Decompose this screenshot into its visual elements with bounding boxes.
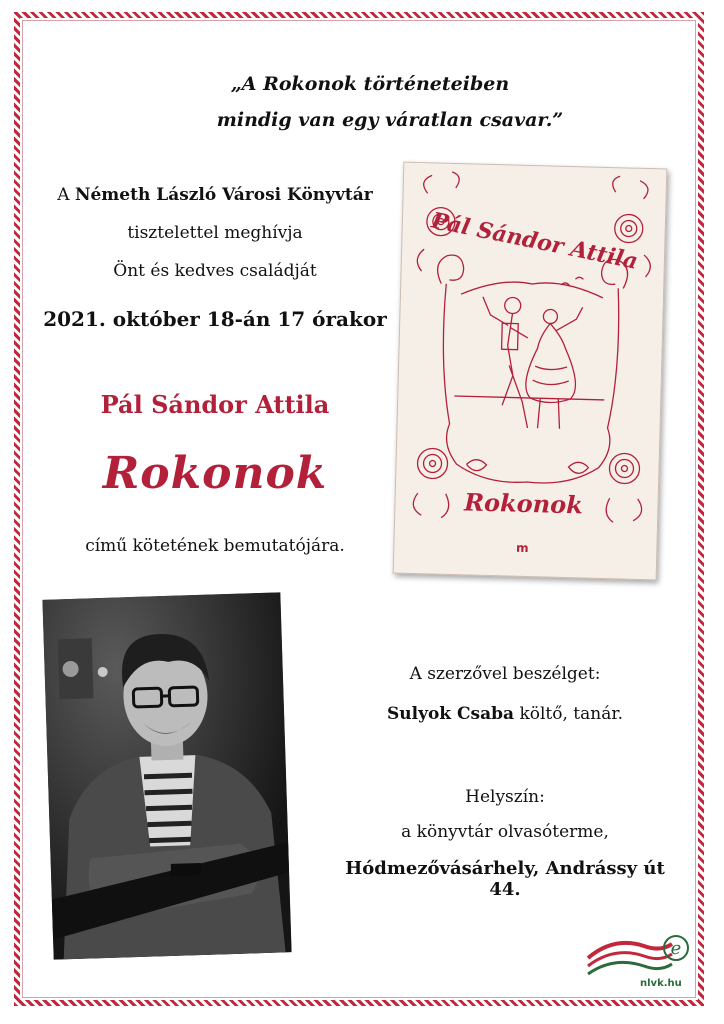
cover-author: Pál Sándor Attila	[429, 207, 640, 275]
book-cover-illustration	[394, 163, 667, 580]
event-date: 2021. október 18-án 17 órakor	[43, 307, 387, 331]
book-cover-image	[393, 162, 668, 581]
presentation-subtitle: című kötetének bemutatójára.	[85, 536, 345, 556]
venue-place: a könyvtár olvasóterme,	[401, 822, 609, 842]
library-website: nlvk.hu	[640, 978, 682, 989]
publisher-logo: m	[515, 540, 529, 556]
library-name: Németh László Városi Könyvtár	[74, 185, 373, 205]
book-title: Rokonok	[102, 448, 328, 499]
invitation-prefix: A	[57, 185, 70, 205]
venue-label: Helyszín:	[465, 787, 545, 807]
author-name: Pál Sándor Attila	[100, 390, 330, 419]
author-photo-illustration	[42, 592, 291, 959]
moderator-name: Sulyok Csaba	[387, 704, 515, 724]
quote-line-2: mindig van egy váratlan csavar.”	[216, 109, 564, 131]
invitation-line-3: Önt és kedves családját	[113, 261, 317, 281]
quote	[150, 66, 590, 138]
invitation-text	[40, 176, 390, 290]
venue-address: Hódmezővásárhely, Andrássy út 44.	[345, 858, 665, 900]
author-photo	[42, 592, 291, 959]
invitation-line-2: tisztelettel meghívja	[127, 223, 303, 243]
invitation-line-1	[40, 176, 390, 214]
moderator-label: A szerzővel beszélget:	[409, 664, 601, 684]
logo-letter: e	[670, 938, 682, 959]
moderator-line	[340, 704, 670, 724]
quote-line-1: „A Rokonok történeteiben	[230, 73, 510, 95]
cover-title: Rokonok	[463, 487, 584, 520]
moderator-role: költő, tanár.	[519, 704, 623, 724]
